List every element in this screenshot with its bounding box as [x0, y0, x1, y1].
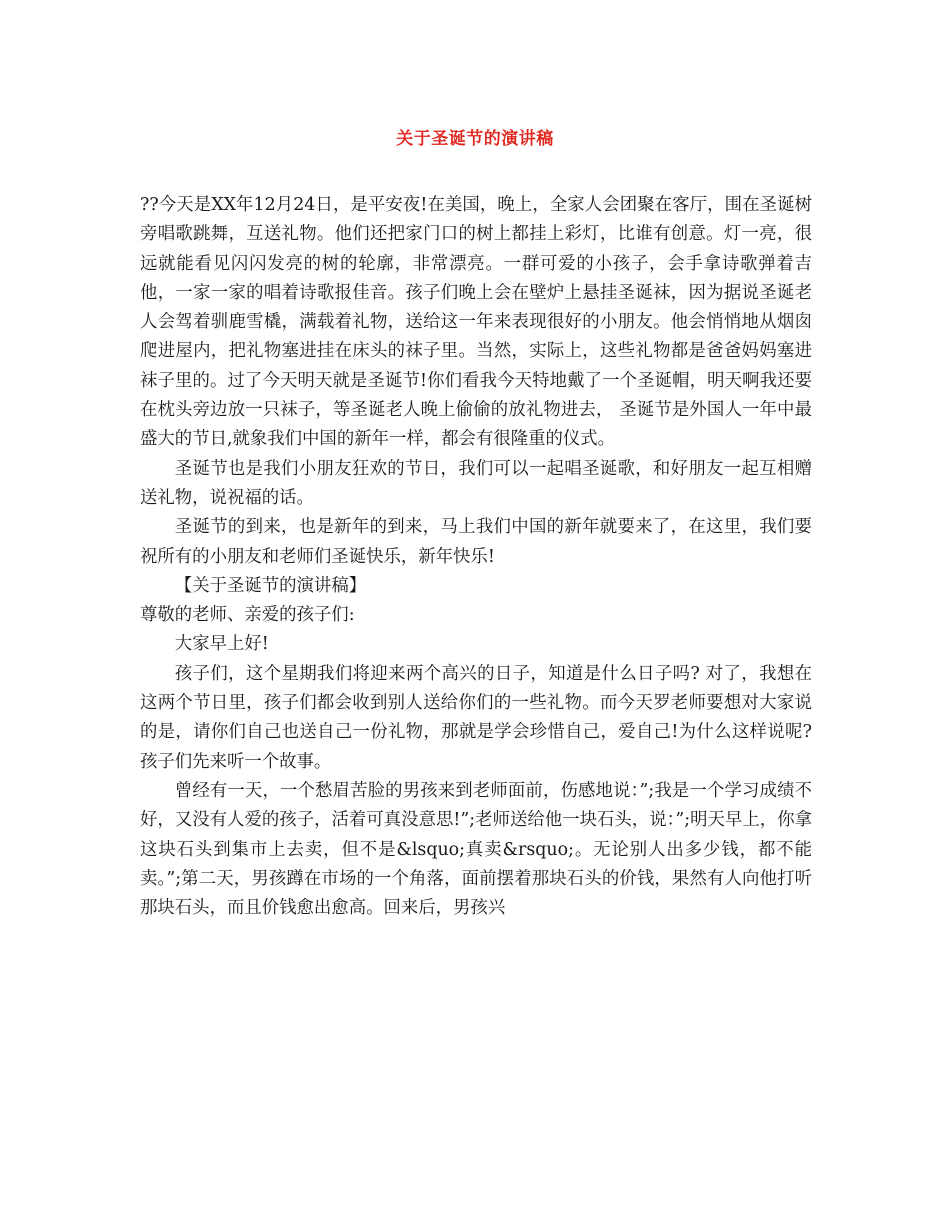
document-title: 关于圣诞节的演讲稿 — [396, 129, 554, 149]
paragraph-children-festival: 圣诞节也是我们小朋友狂欢的节日，我们可以一起唱圣诞歌，和好朋友一起互相赠送礼物，说祝福的话。 — [140, 458, 812, 508]
paragraph-new-year: 圣诞节的到来，也是新年的到来，马上我们中国的新年就要来了，在这里，我们要祝所有的小朋友和老师们圣诞快乐，新年快乐! — [140, 517, 812, 567]
paragraph-two-holidays: 孩子们，这个星期我们将迎来两个高兴的日子，知道是什么日子吗? 对了，我想在这两个节日里，孩子们都会收到别人送给你们的一些礼物。而今天罗老师要想对大家说的是，请你们自己也送自己一份礼物，那就是学会珍惜自己，爱自己!为什么这样说呢?孩子们先来听一个故事。 — [140, 663, 812, 772]
section-heading: 【关于圣诞节的演讲稿】 — [174, 575, 367, 596]
salutation: 尊敬的老师、亲爱的孩子们: — [140, 605, 355, 626]
document-body — [140, 191, 812, 923]
paragraph-christmas-eve: ??今天是XX年12月24日，是平安夜!在美国，晚上，全家人会团聚在客厅，围在圣诞树旁唱歌跳舞，互送礼物。他们还把家门口的树上都挂上彩灯，比谁有创意。灯一亮，很远就能看见闪闪发亮的树的轮廓，非常漂亮。一群可爱的小孩子，会手拿诗歌弹着吉他，一家一家的唱着诗歌报佳音。孩子们晚上会在壁炉上悬挂圣诞袜，因为据说圣诞老人会驾着驯鹿雪橇，满载着礼物，送给这一年来表现很好的小朋友。他会悄悄地从烟囱爬进屋内，把礼物塞进挂在床头的袜子里。当然，实际上，这些礼物都是爸爸妈妈塞进袜子里的。过了今天明天就是圣诞节!你们看我今天特地戴了一个圣诞帽，明天啊我还要在枕头旁边放一只袜子，等圣诞老人晚上偷偷的放礼物进去， 圣诞节是外国人一年中最盛大的节日,就象我们中国的新年一样，都会有很隆重的仪式。 — [140, 195, 812, 450]
paragraph-stone-story: 曾经有一天，一个愁眉苦脸的男孩来到老师面前，伤感地说：”;我是一个学习成绩不好，又没有人爱的孩子，活着可真没意思!”;老师送给他一块石头，说：”;明天早上，你拿这块石头到集市上去卖，但不是&lsquo;真卖&rsquo;。无论别人出多少钱，都不能卖。”;第二天，男孩蹲在市场的一个角落，面前摆着那块石头的价钱，果然有人向他打听那块石头，而且价钱愈出愈高。回来后，男孩兴 — [140, 780, 812, 919]
greeting: 大家早上好! — [174, 634, 269, 655]
